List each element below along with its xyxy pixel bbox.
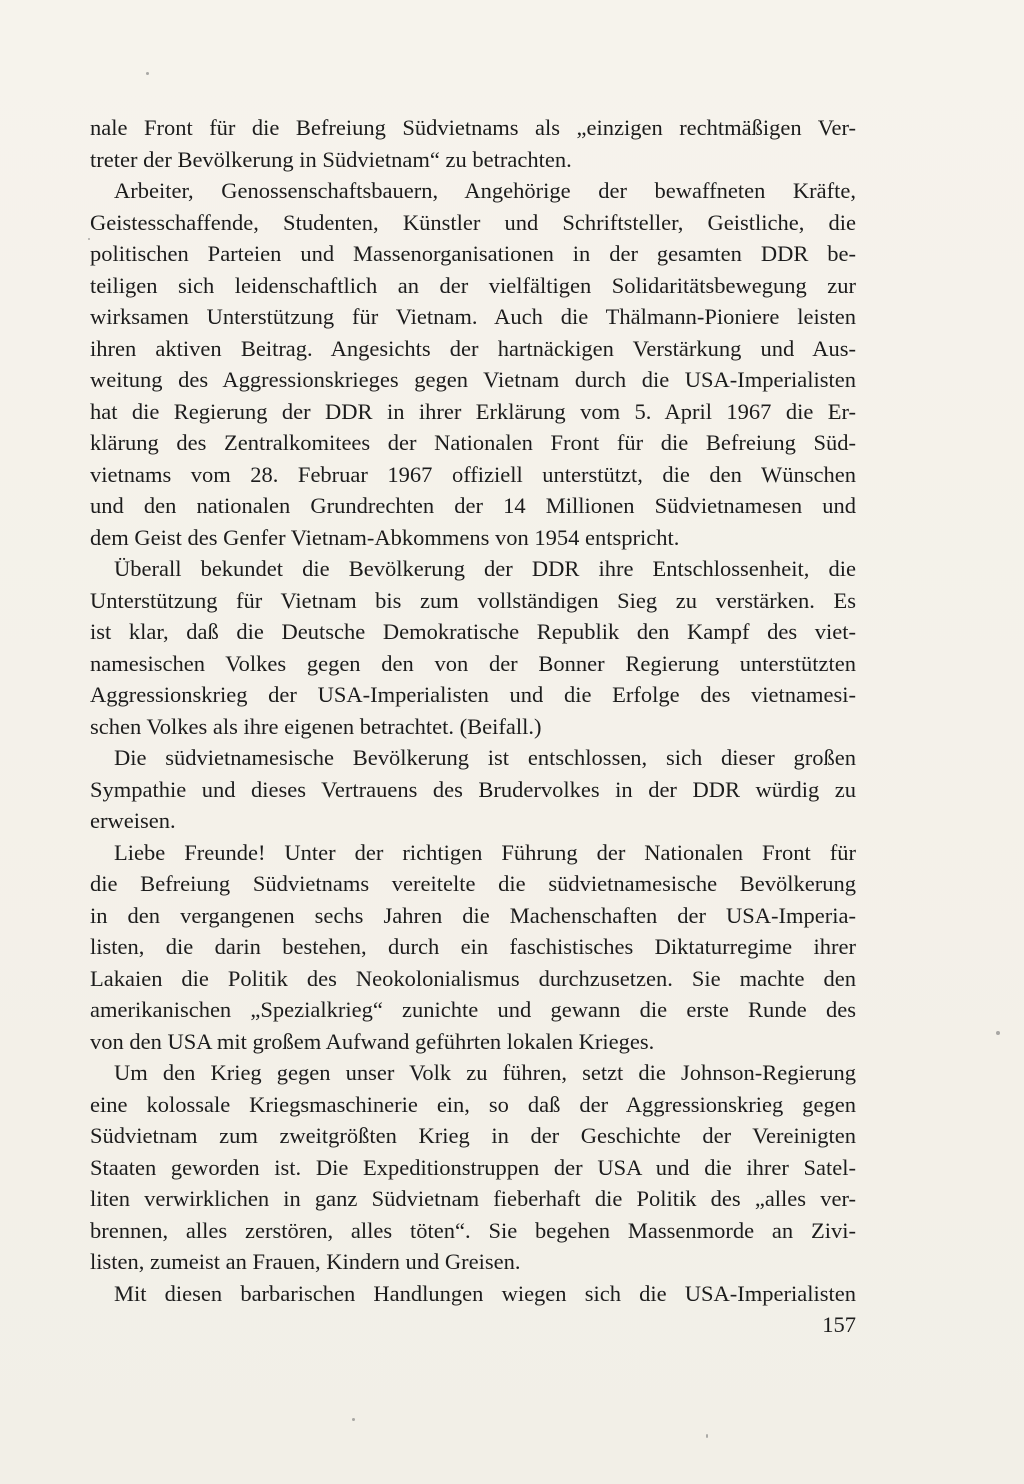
text-line: Südvietnam zum zweitgrößten Krieg in der Geschichte der Vereinigten (90, 1123, 856, 1148)
text-line: Liebe Freunde! Unter der richtigen Führung der Nationalen Front für (114, 839, 856, 865)
text-line: Unterstützung für Vietnam bis zum vollständigen Sieg zu verstärken. Es (90, 587, 856, 613)
text-line: eine kolossale Kriegsmaschinerie ein, so daß der Aggressionskrieg gegen (90, 1091, 856, 1117)
text-line: Überall bekundet die Bevölkerung der DDR ihre Entschlossenheit, die (114, 556, 856, 581)
scan-speck (352, 1418, 355, 1421)
scan-speck (88, 238, 90, 240)
scan-speck (996, 1031, 1000, 1035)
text-line: von den USA mit großem Aufwand geführten lokalen Krieges. (90, 1028, 655, 1054)
text-line: vietnams vom 28. Februar 1967 offiziell unterstützt, die den Wünschen (90, 461, 856, 487)
text-line: Staaten geworden ist. Die Expeditionstruppen der USA und die ihrer Satel- (90, 1154, 856, 1180)
text-line: klärung des Zentralkomitees der Nationalen Front für die Befreiung Süd- (90, 430, 856, 455)
text-line: in den vergangenen sechs Jahren die Machenschaften der USA-Imperia- (90, 902, 856, 928)
text-line: schen Volkes als ihre eigenen betrachtet. (Beifall.) (90, 713, 542, 739)
text-line: ihren aktiven Beitrag. Angesichts der hartnäckigen Verstärkung und Aus- (90, 335, 856, 361)
text-line: namesischen Volkes gegen den von der Bonner Regierung unterstützten (90, 650, 856, 676)
text-line: Lakaien die Politik des Neokolonialismus durchzusetzen. Sie machte den (90, 965, 856, 991)
text-line: erweisen. (90, 808, 176, 833)
text-line: teiligen sich leidenschaftlich an der vielfältigen Solidaritätsbewegung zur (90, 272, 856, 298)
text-line: wirksamen Unterstützung für Vietnam. Auch die Thälmann-Pioniere leisten (90, 304, 856, 329)
text-line: Geistesschaffende, Studenten, Künstler und Schriftsteller, Geistliche, die (90, 209, 856, 235)
text-line: weitung des Aggressionskrieges gegen Vietnam durch die USA-Imperialisten (90, 367, 856, 392)
scan-speck (146, 72, 149, 75)
text-line: listen, die darin bestehen, durch ein faschistisches Diktaturregime ihrer (90, 934, 856, 959)
text-line: Sympathie und dieses Vertrauens des Brudervolkes in der DDR würdig zu (90, 776, 856, 802)
text-line: die Befreiung Südvietnams vereitelte die südvietnamesische Bevölkerung (90, 871, 856, 896)
text-line: nale Front für die Befreiung Südvietnams als „einzigen rechtmäßigen Ver- (90, 115, 856, 140)
text-line: dem Geist des Genfer Vietnam-Abkommens von 1954 entspricht. (90, 524, 680, 550)
text-line: Mit diesen barbarischen Handlungen wiegen sich die USA-Imperialisten (114, 1280, 856, 1306)
text-line: Arbeiter, Genossenschaftsbauern, Angehörige der bewaffneten Kräfte, (114, 178, 856, 203)
text-line: ist klar, daß die Deutsche Demokratische Republik den Kampf des viet- (90, 619, 856, 644)
text-line: politischen Parteien und Massenorganisationen in der gesamten DDR be- (90, 241, 856, 266)
text-line: listen, zumeist an Frauen, Kindern und Greisen. (90, 1249, 521, 1274)
text-line: treter der Bevölkerung in Südvietnam“ zu betrachten. (90, 146, 572, 172)
text-line: Um den Krieg gegen unser Volk zu führen, setzt die Johnson-Regierung (114, 1060, 856, 1085)
text-line: amerikanischen „Spezialkrieg“ zunichte und gewann die erste Runde des (90, 997, 856, 1022)
text-line: und den nationalen Grundrechten der 14 Millionen Südvietnamesen und (90, 493, 856, 518)
text-line: liten verwirklichen in ganz Südvietnam fieberhaft die Politik des „alles ver- (90, 1186, 856, 1211)
text-line: Aggressionskrieg der USA-Imperialisten und die Erfolge des vietnamesi- (90, 682, 856, 707)
scan-speck (706, 1434, 708, 1438)
body-text (90, 112, 856, 1309)
page-number: 157 (822, 1312, 856, 1337)
text-line: hat die Regierung der DDR in ihrer Erklärung vom 5. April 1967 die Er- (90, 398, 856, 424)
text-line: brennen, alles zerstören, alles töten“. Sie begehen Massenmorde an Zivi- (90, 1217, 856, 1243)
text-line: Die südvietnamesische Bevölkerung ist entschlossen, sich dieser großen (114, 745, 856, 770)
